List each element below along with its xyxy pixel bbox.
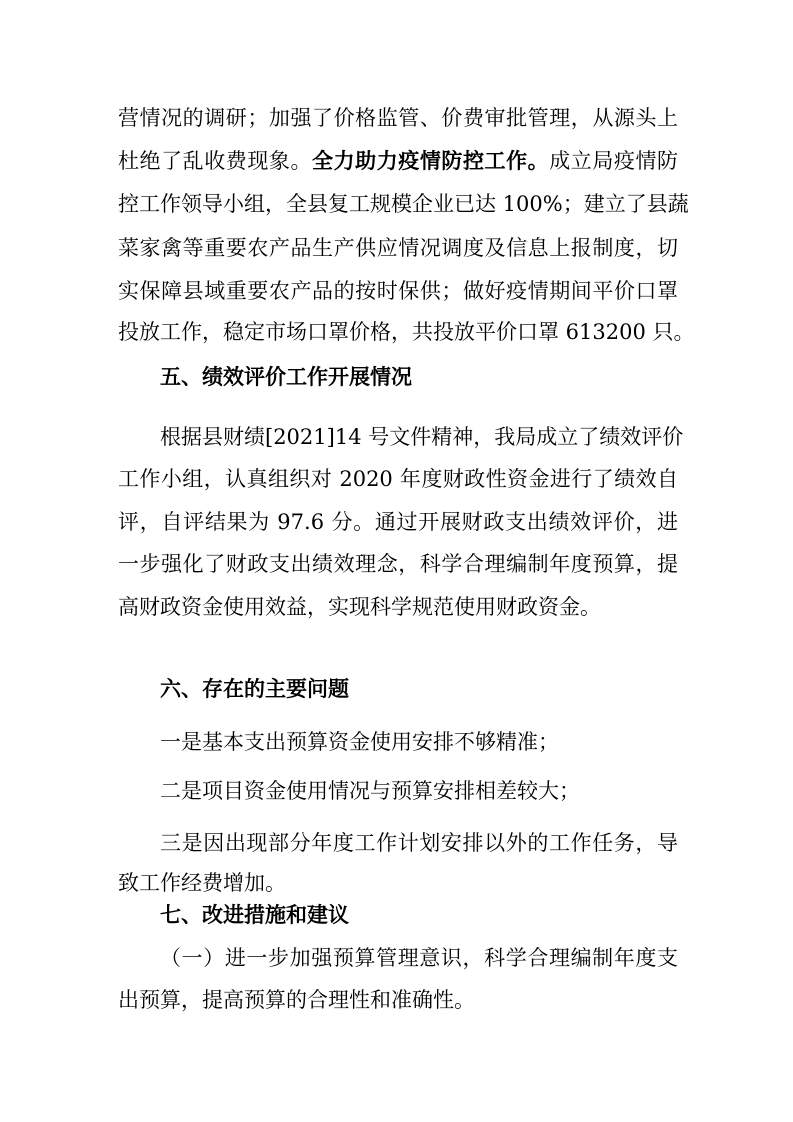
paragraph-line: 实保障县域重要农产品的按时保供；做好疫情期间平价口罩 [118,279,678,303]
text-span: 成立局疫情防 [549,149,679,173]
paragraph-line: 根据县财绩[2021]14 号文件精神，我局成立了绩效评价 [160,425,684,449]
paragraph-line: 评，自评结果为 97.6 分。通过开展财政支出绩效评价，进 [118,510,678,534]
list-item: 二是项目资金使用情况与预算安排相差较大； [160,779,580,803]
bold-emphasis: 全力助力疫情防控工作。 [312,149,550,173]
paragraph-line: 营情况的调研；加强了价格监管、价费审批管理，从源头上 [118,106,678,130]
paragraph-line: 投放工作，稳定市场口罩价格，共投放平价口罩 613200 只。 [118,320,695,344]
list-item-continuation: 致工作经费增加。 [118,871,286,895]
list-item: （一）进一步加强预算管理意识，科学合理编制年度支 [160,946,678,970]
list-item-continuation: 出预算，提高预算的合理性和准确性。 [118,988,475,1012]
section-heading: 六、存在的主要问题 [160,677,349,701]
paragraph-line [118,146,678,176]
paragraph-line: 工作小组，认真组织对 2020 年度财政性资金进行了绩效自 [118,467,678,491]
list-item: 一是基本支出预算资金使用安排不够精准； [160,730,559,754]
section-heading: 五、绩效评价工作开展情况 [160,365,412,389]
paragraph-line: 菜家禽等重要农产品生产供应情况调度及信息上报制度，切 [118,236,678,260]
list-item: 三是因出现部分年度工作计划安排以外的工作任务，导 [160,831,678,855]
paragraph-line: 控工作领导小组，全县复工规模企业已达 100%；建立了县蔬 [118,192,689,216]
text-span: 杜绝了乱收费现象。 [118,149,313,173]
paragraph-line: 高财政资金使用效益，实现科学规范使用财政资金。 [118,595,601,619]
paragraph-line: 一步强化了财政支出绩效理念，科学合理编制年度预算，提 [118,552,678,576]
section-heading: 七、改进措施和建议 [160,903,349,927]
